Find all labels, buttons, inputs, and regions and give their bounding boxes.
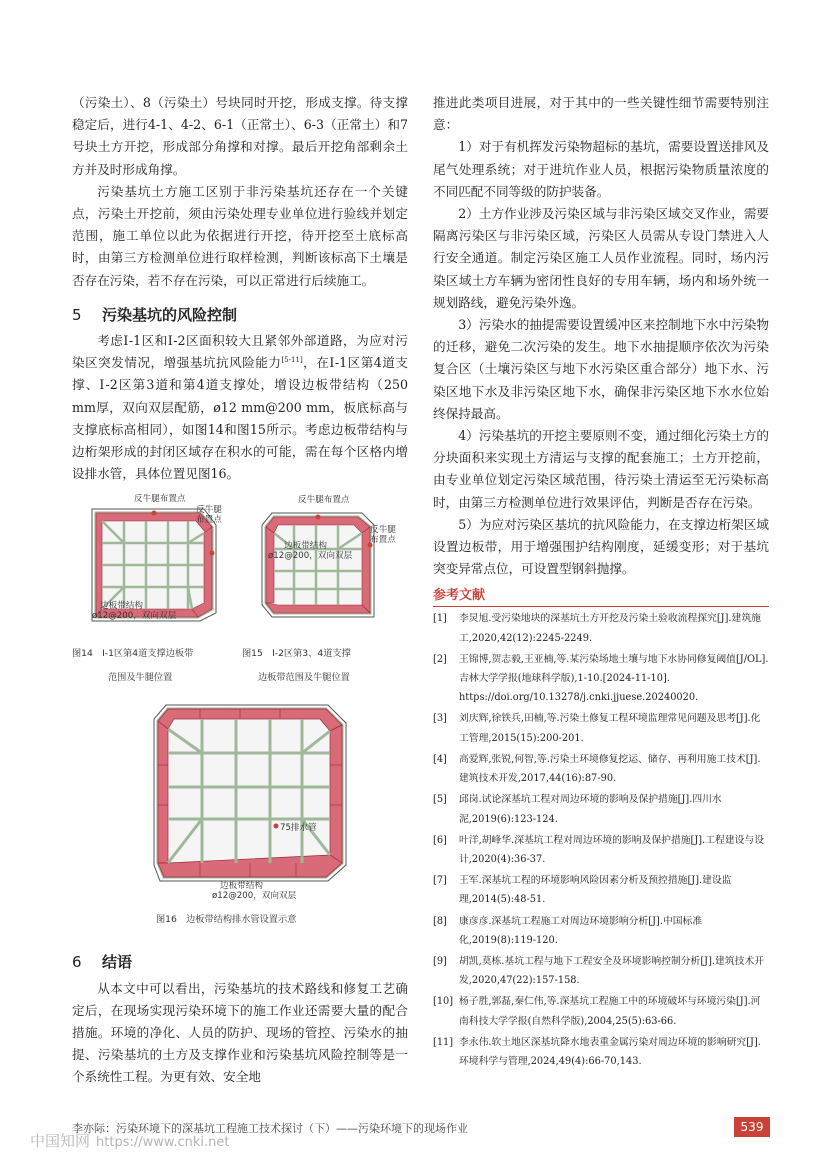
fig14-label-bottom-1: 边板带结构 <box>100 601 143 612</box>
reference-number: [10] <box>433 996 454 1008</box>
fig15-label-right: 反牛腿布置点 <box>370 525 396 546</box>
reference-number: [9] <box>433 955 447 967</box>
fig14-label-top: 反牛腿布置点 <box>134 494 186 505</box>
right-paragraph-3: 2）土方作业涉及污染区域与非污染区域交叉作业，需要隔离污染区与非污染区域，污染区人员需从专设门禁进入人行安全通道。制定污染区施工人员作业流程。同时，场内污染区域土方车辆为密闭性良好的专用车辆，场内和场外统一规划路线，避免污染外逸。 <box>433 206 769 310</box>
reference-number: [1] <box>433 613 447 625</box>
reference-number: [8] <box>433 915 447 927</box>
reference-text: 王军.深基坑工程的环境影响风险因素分析及预控措施[J].建设监理,2014(5):48-51. <box>459 875 732 906</box>
reference-text: 杨子胜,郭磊,秦仁伟,等.深基坑工程施工中的环境破坏与环境污染[J].河南科技大学学报(自然科学版),2004,25(5):63-66. <box>459 996 761 1027</box>
right-paragraph-4: 3）污染水的抽提需要设置缓冲区来控制地下水中污染物的迁移，避免二次污染的发生。地下水抽提顺序依次为污染复合区（土壤污染区与地下水污染区重合部分）地下水、污染区地下水及非污染区地下水，确保非污染区地下水水位始终保持最高。 <box>433 317 769 421</box>
reference-list <box>433 609 769 1071</box>
p3-text-b: ，在Ⅰ-1区第4道支撑、Ⅰ-2区第3道和第4道支撑处，增设边板带结构（250 mm厚，双向双层配筋，ø12 mm@200 mm，板底标高与支撑底标高相同），如图14和图15所示。考虑边板带结构与边桁架形成的封闭区域存在积水的可能，需在每个区格内增设排水管，具体位置见图16。 <box>72 355 408 482</box>
reference-item <box>433 952 769 990</box>
right-paragraph-5: 4）污染基坑的开挖主要原则不变，通过细化污染土方的分块面积来实现土方清运与支撑的配套施工；土方开挖前，由专业单位划定污染区域范围，待污染土清运至无污染标高时，由第三方检测单位进行效果评估，判断是否存在污染。 <box>433 428 769 510</box>
references-heading: 参考文献 <box>433 586 769 607</box>
reference-text: 邱岗.试论深基坑工程对周边环境的影响及保护措施[J].四川水泥,2019(6):123-124. <box>459 794 722 825</box>
fig16-label-bottom-2: ø12@200，双向双层 <box>212 891 297 902</box>
reference-item <box>433 750 769 788</box>
fig15-label-mid-1: 边板带结构 <box>284 541 327 552</box>
reference-text: 高爱辉,张锐,何智,等.污染土环境修复挖运、储存、再利用施工技术[J].建筑技术开发,2017,44(16):87-90. <box>459 753 761 785</box>
fig14-caption-1: 图14 Ⅰ-1区第4道支撑边板带 <box>72 648 194 660</box>
reference-number: [4] <box>433 753 447 765</box>
left-paragraph-4: 从本文中可以看出，污染基坑的技术路线和修复工艺确定后，在现场实现污染环境下的施工作业还需要大量的配合措施。环境的净化、人员的防护、现场的管控、污染水的抽提、污染基坑的土方及支撑作业和污染基坑风险控制等是一个系统性工程。为更有效、安全地 <box>72 980 408 1085</box>
reference-text: 胡凯,莫栋.基坑工程与地下工程安全及环境影响控制分析[J].建筑技术开发,2020,47(22):157-158. <box>459 955 765 987</box>
section-6-number: 6 <box>72 953 82 972</box>
reference-number: [7] <box>433 875 447 887</box>
left-paragraph-1: （污染土）、8（污染土）号块同时开挖，形成支撑。待支撑稳定后，进行4-1、4-2、6-1（正常土）、6-3（正常土）和7号块土方开挖，形成部分角撑和对撑。最后开挖角部剩余土方并及时形成角撑。 <box>72 95 408 177</box>
reference-text: 王锦博,贺志毅,王亚楠,等.某污染场地土壤与地下水协同修复阈值[J/OL].吉林大学学报(地球科学版),1-10.[2024-11-10]. https://doi.org/10.13278/j.cnki.jjuese.20240020. <box>459 653 769 704</box>
left-paragraph-2: 污染基坑土方施工区别于非污染基坑还存在一个关键点，污染土开挖前，须由污染处理专业单位进行验线并划定范围，施工单位以此为依据进行开挖，待开挖至土底标高时，由第三方检测单位进行取样检测，判断该标高下土壤是否存在污染，若不存在污染，可以正常进行后续施工。 <box>72 183 408 288</box>
fig15-caption-1: 图15 Ⅰ-2区第3、4道支撑 <box>242 648 351 660</box>
p3-text-a: 考虑Ⅰ-1区和Ⅰ-2区面积较大且紧邻外部道路，为应对污染区突发情况，增强基坑抗风险能力 <box>72 333 408 371</box>
left-column <box>72 92 408 1089</box>
reference-item <box>433 871 769 909</box>
reference-item <box>433 992 769 1030</box>
fig15-label-top: 反牛腿布置点 <box>298 495 350 506</box>
running-footer: 李亦际：污染环境下的深基坑工程施工技术探讨（下）——污染环境下的现场作业 <box>72 1122 468 1135</box>
reference-item <box>433 650 769 708</box>
reference-item <box>433 790 769 828</box>
page-number: 539 <box>734 1117 770 1137</box>
fig14-label-bottom-2: ø12@200，双向双层 <box>92 611 177 622</box>
right-column <box>433 92 769 1071</box>
fig16-caption: 图16 边板带结构排水管设置示意 <box>156 914 297 926</box>
fig16-label-bottom-1: 边板带结构 <box>220 881 263 892</box>
citation-5-11[interactable]: [5-11] <box>281 356 303 365</box>
section-5-title: 污染基坑的风险控制 <box>102 305 238 324</box>
reference-text: 李炅旭.受污染地块的深基坑土方开挖及污染土验收流程探究[J].建筑施工,2020,42(12):2245-2249. <box>459 613 761 644</box>
right-paragraph-6: 5）为应对污染区基坑的抗风险能力，在支撑边桁架区域设置边板带，用于增强围护结构刚度，延缓变形；对于基坑突变异常点位，可设置型钢斜抛撑。 <box>433 516 769 577</box>
reference-item <box>433 912 769 950</box>
reference-number: [2] <box>433 653 447 665</box>
reference-text: 李永伟.软土地区深基坑降水地表重金属污染对周边环境的影响研究[J].环境科学与管理,2024,49(4):66-70,143. <box>459 1036 761 1067</box>
reference-text: 叶洋,胡峰华.深基坑工程对周边环境的影响及保护措施[J].工程建设与设计,2020(4):36-37. <box>459 834 765 865</box>
fig16-label-drain: 75排水管 <box>280 823 317 834</box>
reference-text: 康彦彦.深基坑工程施工对周边环境影响分析[J].中国标准化,2019(8):119-120. <box>459 915 703 946</box>
section-5-heading <box>72 304 408 326</box>
fig14-label-right: 反牛腿布置点 <box>196 505 222 526</box>
section-6-title: 结语 <box>102 953 133 972</box>
reference-number: [5] <box>433 794 447 806</box>
fig14-caption-2: 范围及牛腿位置 <box>108 672 173 684</box>
fig15-label-mid-2: ø12@200，双向双层 <box>268 551 353 562</box>
right-paragraph-2: 1）对于有机挥发污染物超标的基坑，需要设置送排风及尾气处理系统；对于进坑作业人员，根据污染物质量浓度的不同匹配不同等级的防护装备。 <box>433 139 769 199</box>
figures-14-15 <box>72 491 408 687</box>
cnki-watermark <box>30 1130 229 1151</box>
fig15-caption-2: 边板带范围及牛腿位置 <box>258 672 350 684</box>
figure-16-plan <box>150 695 350 885</box>
figure-16 <box>72 691 408 941</box>
section-5-number: 5 <box>72 305 82 324</box>
watermark-name: 中国知网 <box>30 1132 91 1150</box>
section-6-heading <box>72 951 408 973</box>
watermark-url[interactable]: https://www.cnki.net <box>96 1135 230 1150</box>
reference-item <box>433 609 769 647</box>
reference-item <box>433 709 769 747</box>
figure-15-plan <box>258 505 380 627</box>
reference-number: [3] <box>433 713 447 725</box>
reference-item <box>433 1033 769 1071</box>
reference-text: 刘庆辉,徐铁兵,田楠,等.污染土修复工程环境监理常见问题及思考[J].化工管理,2015(15):200-201. <box>459 713 761 744</box>
left-paragraph-3 <box>72 330 408 485</box>
reference-number: [6] <box>433 834 447 846</box>
reference-item <box>433 831 769 869</box>
reference-number: [11] <box>433 1036 454 1048</box>
right-paragraph-1: 推进此类项目进展，对于其中的一些关键性细节需要特别注意： <box>433 95 769 133</box>
